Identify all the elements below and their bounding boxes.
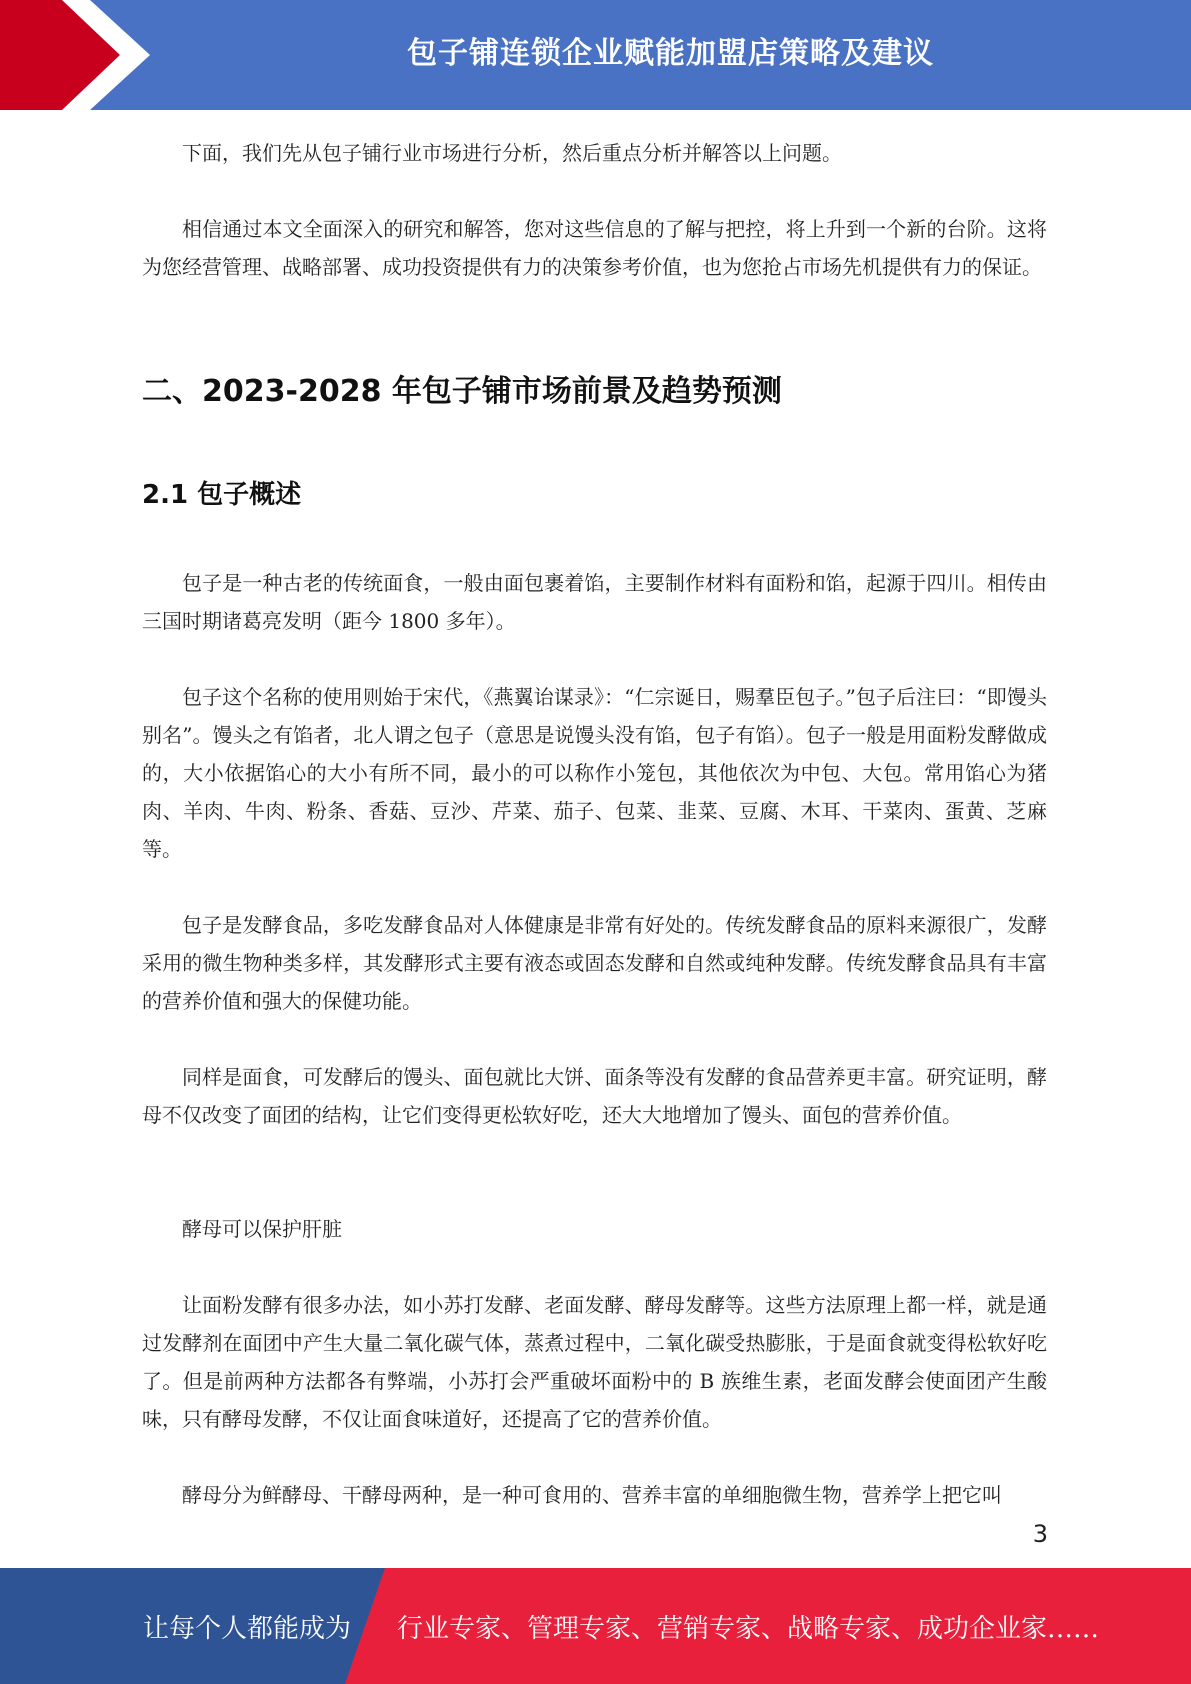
intro-paragraph-2: 相信通过本文全面深入的研究和解答，您对这些信息的了解与把控，将上升到一个新的台阶。这将为您经营管理、战略部署、成功投资提供有力的决策参考价值，也为您抢占市场先机提供有力的保证。 [142,217,1047,279]
header-title: 包子铺连锁企业赋能加盟店策略及建议 [407,36,934,71]
body-paragraph-5: 酵母可以保护肝脏 [182,1217,342,1241]
page-number: 3 [1032,1520,1048,1548]
subsection-heading: 2.1 包子概述 [142,480,302,510]
header-arrow-decoration [0,0,150,110]
body-paragraph-6: 让面粉发酵有很多办法，如小苏打发酵、老面发酵、酵母发酵等。这些方法原理上都一样，就是通过发酵剂在面团中产生大量二氧化碳气体，蒸煮过程中，二氧化碳受热膨胀，于是面食就变得松软好吃了。但是前两种方法都各有弊端，小苏打会严重破坏面粉中的 B 族维生素，老面发酵会使面团产生酸味，只有酵母发酵，不仅让面食味道好，还提高了它的营养价值。 [142,1293,1047,1431]
body-paragraph-1: 包子是一种古老的传统面食，一般由面包裹着馅，主要制作材料有面粉和馅，起源于四川。相传由三国时期诸葛亮发明（距今 1800 多年）。 [142,571,1047,633]
footer-left-text: 让每个人都能成为 [143,1613,352,1644]
body-paragraph-2: 包子这个名称的使用则始于宋代，《燕翼诒谋录》：“仁宗诞日，赐羣臣包子。”包子后注曰：“即馒头别名”。馒头之有馅者，北人谓之包子（意思是说馒头没有馅，包子有馅）。包子一般是用面粉发酵做成的，大小依据馅心的大小有所不同，最小的可以称作小笼包，其他依次为中包、大包。常用馅心为猪肉、羊肉、牛肉、粉条、香菇、豆沙、芹菜、茄子、包菜、韭菜、豆腐、木耳、干菜肉、蛋黄、芝麻等。 [142,685,1047,861]
body-paragraph-3: 包子是发酵食品，多吃发酵食品对人体健康是非常有好处的。传统发酵食品的原料来源很广，发酵采用的微生物种类多样，其发酵形式主要有液态或固态发酵和自然或纯种发酵。传统发酵食品具有丰富的营养价值和强大的保健功能。 [142,913,1047,1013]
body-paragraph-7: 酵母分为鲜酵母、干酵母两种，是一种可食用的、营养丰富的单细胞微生物，营养学上把它叫 [182,1483,1002,1507]
footer-right-text: 行业专家、管理专家、营销专家、战略专家、成功企业家…… [397,1613,1100,1644]
body-paragraph-4: 同样是面食，可发酵后的馒头、面包就比大饼、面条等没有发酵的食品营养更丰富。研究证明，酵母不仅改变了面团的结构，让它们变得更松软好吃，还大大地增加了馒头、面包的营养价值。 [142,1065,1047,1127]
page-header [0,0,1191,110]
intro-paragraph-1: 下面，我们先从包子铺行业市场进行分析，然后重点分析并解答以上问题。 [182,141,842,165]
page-footer [0,1568,1191,1684]
section-heading: 二、2023-2028 年包子铺市场前景及趋势预测 [142,374,782,409]
